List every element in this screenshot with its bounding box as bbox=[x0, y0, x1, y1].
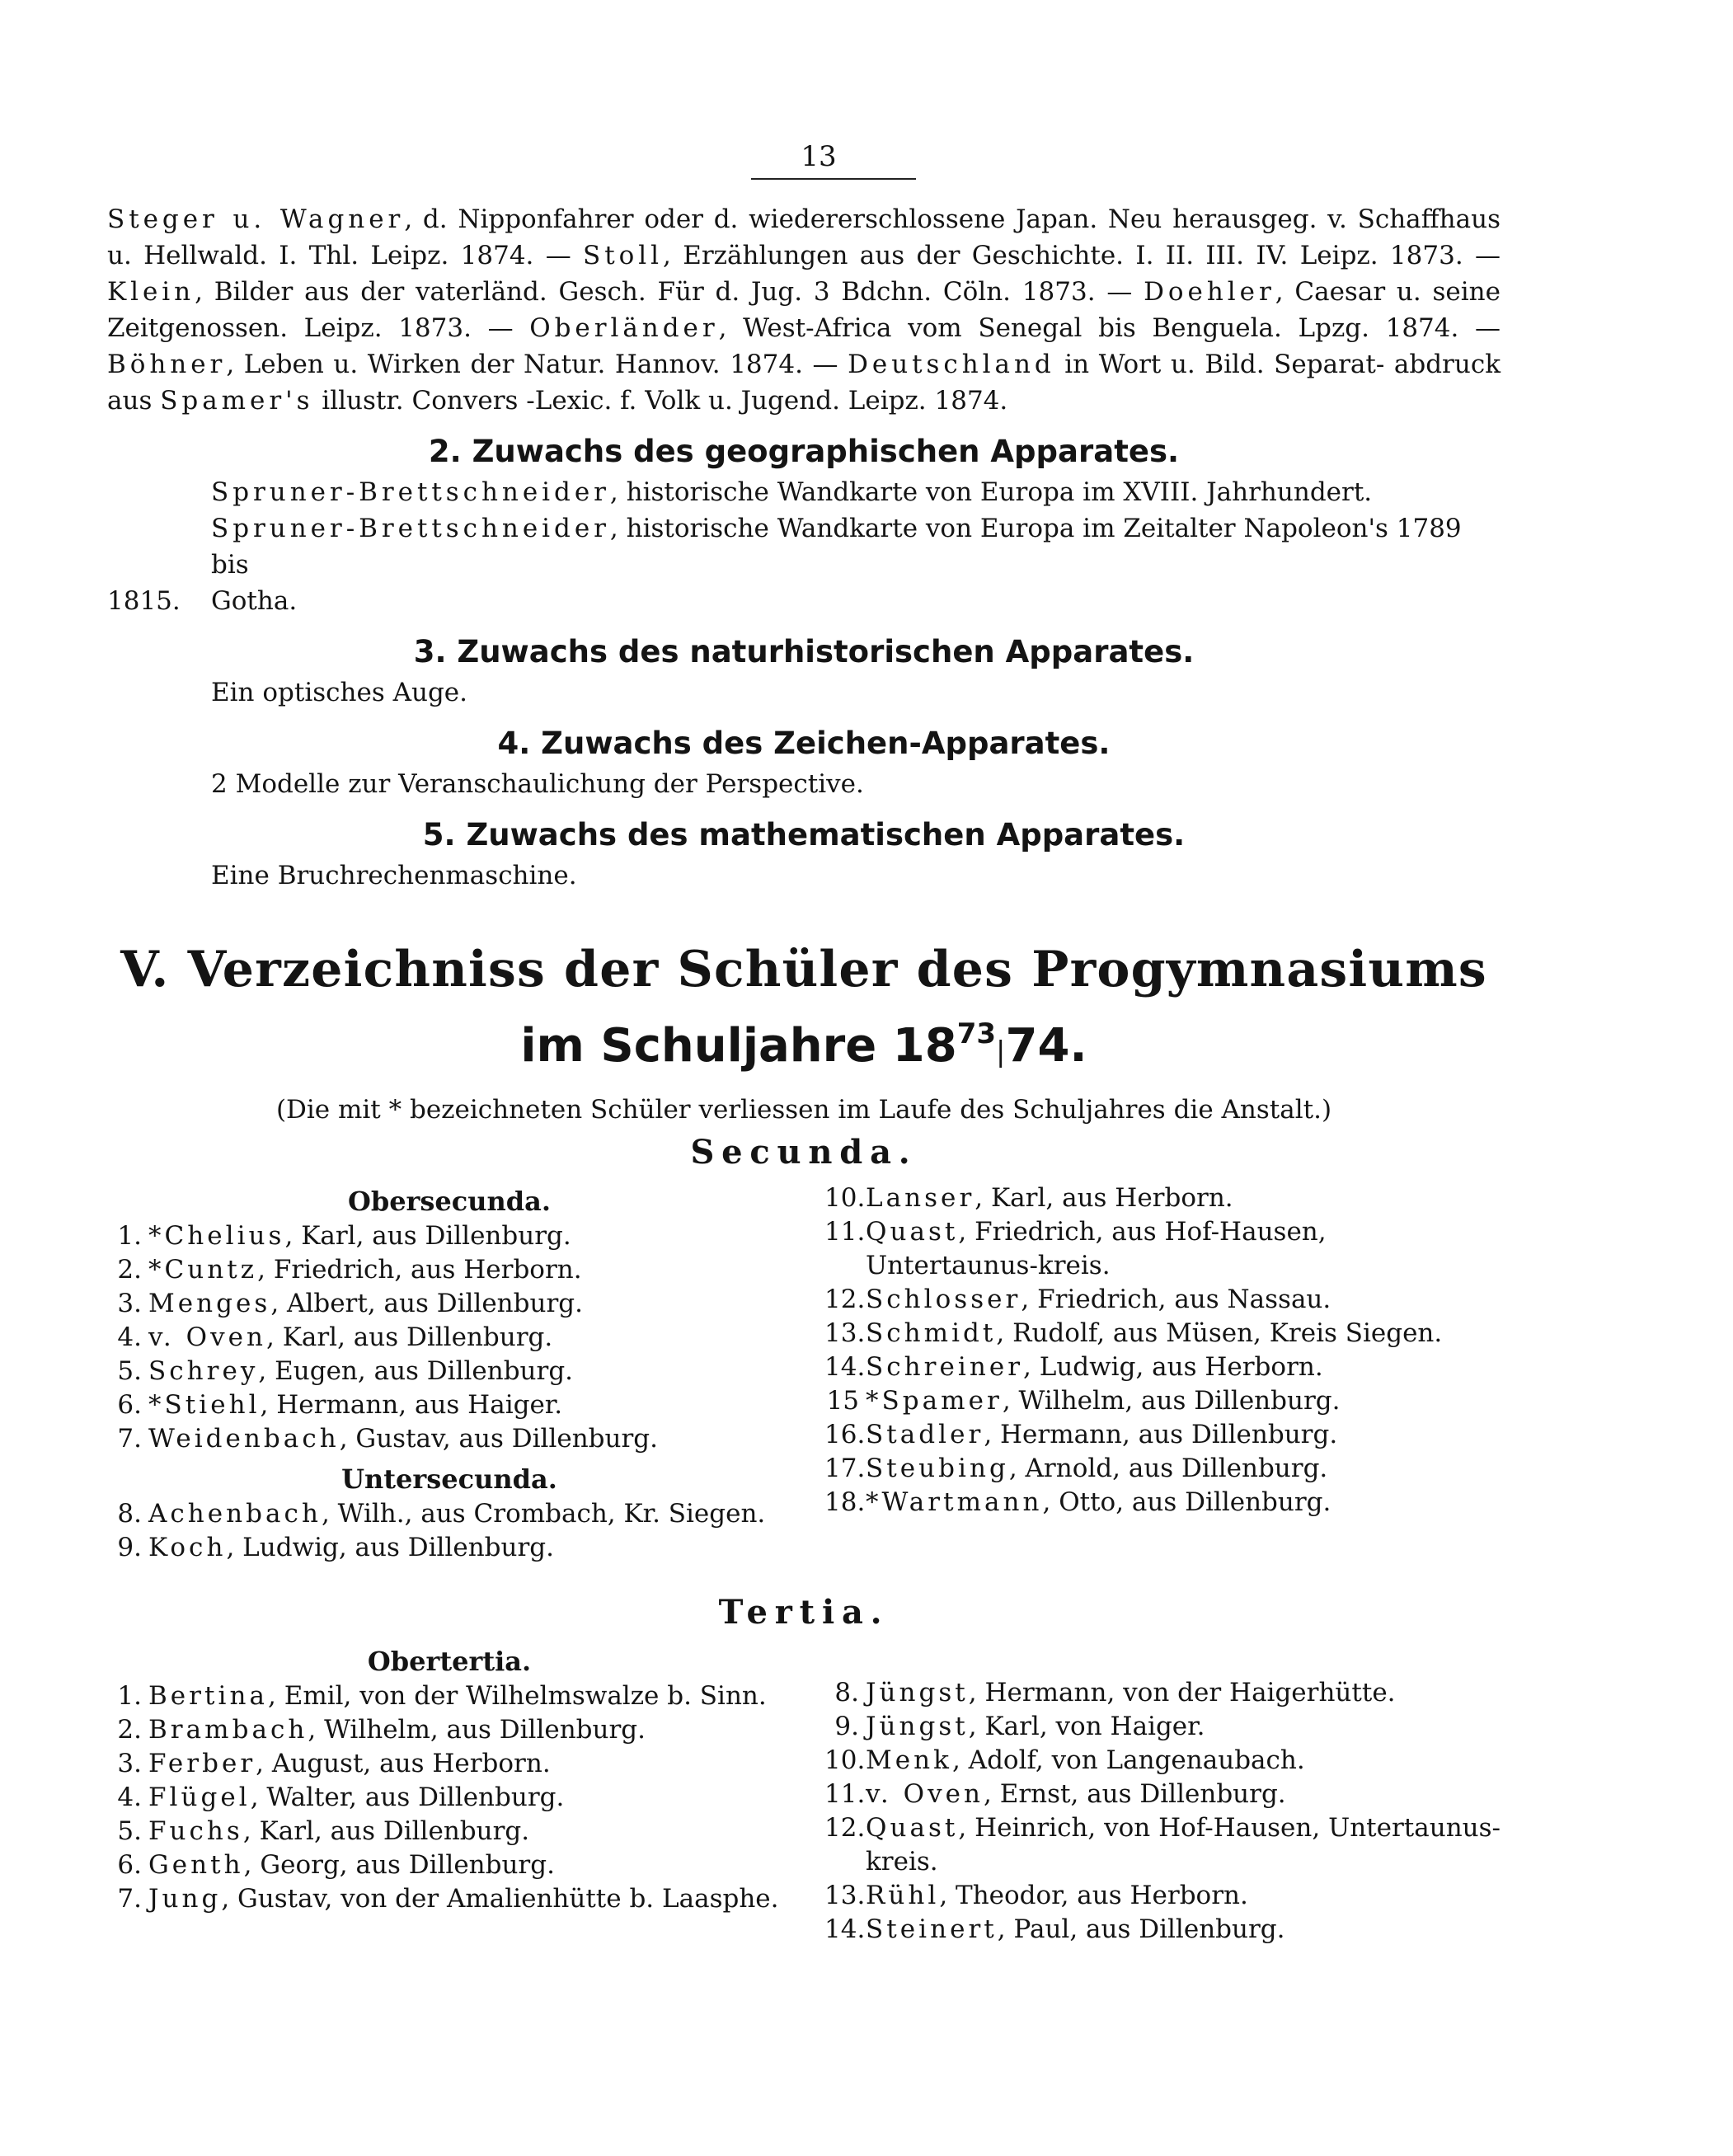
section-item bbox=[107, 674, 1501, 711]
page-number: 13 bbox=[801, 140, 837, 173]
student-entry bbox=[107, 1781, 791, 1815]
section-item-text: , historische Wandkarte von Europa im Zeitalter Napoleon's 1789 bis bbox=[211, 514, 1462, 580]
student-text bbox=[148, 1679, 791, 1713]
student-name: Schmidt bbox=[866, 1318, 997, 1348]
student-text bbox=[148, 1497, 791, 1531]
student-name: Menk bbox=[866, 1745, 952, 1775]
literature-text: , Bilder aus der vaterländ. Gesch. Für d. Jug. 3 Bdchn. Cöln. 1873. — bbox=[195, 277, 1144, 307]
section-item bbox=[107, 510, 1501, 583]
student-text bbox=[148, 1713, 791, 1747]
student-entry bbox=[824, 1811, 1501, 1879]
student-name: v. Oven bbox=[866, 1779, 984, 1809]
section-item-text: , historische Wandkarte von Europa im XVIII. Jahrhundert. bbox=[609, 477, 1373, 507]
student-details: , Paul, aus Dillenburg. bbox=[997, 1914, 1285, 1944]
student-number: 4. bbox=[117, 1322, 142, 1352]
student-number: 9. bbox=[834, 1712, 859, 1741]
section-item-author: Spruner-Brettschneider bbox=[211, 477, 610, 507]
student-name: Steinert bbox=[866, 1914, 998, 1944]
student-number: 5. bbox=[117, 1356, 142, 1386]
student-details: , Karl, aus Dillenburg. bbox=[284, 1221, 571, 1251]
student-number: 13. bbox=[824, 1881, 866, 1910]
student-details: , Heinrich, von Hof-Hausen, Untertaunus-kreis. bbox=[866, 1813, 1501, 1877]
student-text bbox=[148, 1388, 791, 1422]
student-details: , Gustav, aus Dillenburg. bbox=[339, 1424, 658, 1454]
literature-text: , West-Africa vom Senegal bis Benguela. Lpzg. 1874. bbox=[718, 313, 1459, 343]
student-details: , Hermann, aus Haiger. bbox=[260, 1390, 563, 1420]
section-item-text: Gotha. bbox=[211, 586, 298, 616]
page-number-rule bbox=[751, 178, 916, 180]
student-number: 13. bbox=[824, 1318, 866, 1348]
student-text bbox=[866, 1384, 1501, 1418]
student-details: , Karl, aus Dillenburg. bbox=[242, 1816, 530, 1846]
register-subtitle bbox=[107, 1001, 1501, 1085]
student-details: , Walter, aus Dillenburg. bbox=[250, 1783, 565, 1812]
register-note: (Die mit * bezeichneten Schüler verliessen im Laufe des Schuljahres die Anstalt.) bbox=[275, 1095, 1332, 1125]
student-number: 15 bbox=[826, 1386, 859, 1416]
student-name: Steubing bbox=[866, 1454, 1009, 1483]
tertia-title: Tertia. bbox=[718, 1593, 890, 1632]
student-number: 18. bbox=[824, 1487, 866, 1517]
student-name: Jüngst bbox=[866, 1678, 969, 1707]
literature-text: , Leben u. Wirken der Natur. Hannov. 1874. — bbox=[226, 350, 848, 379]
literature-text: — bbox=[1475, 313, 1501, 343]
student-name: Jung bbox=[148, 1884, 222, 1914]
section-item-body bbox=[211, 510, 1501, 583]
student-entry bbox=[824, 1452, 1501, 1486]
student-text bbox=[866, 1181, 1501, 1215]
student-text bbox=[866, 1283, 1501, 1317]
section-heading: 5. Zuwachs des mathematischen Apparates. bbox=[422, 817, 1186, 853]
student-number: 17. bbox=[824, 1454, 866, 1483]
literature-author: Klein bbox=[107, 277, 195, 307]
register-title: V. Verzeichniss der Schüler des Progymnasiums bbox=[120, 941, 1487, 998]
section-item bbox=[107, 857, 1501, 894]
student-entry bbox=[107, 1219, 791, 1253]
student-name: Fuchs bbox=[148, 1816, 243, 1846]
student-details: , Ludwig, aus Herborn. bbox=[1023, 1352, 1323, 1382]
student-text bbox=[866, 1913, 1501, 1947]
literature-text: illustr. Convers -Lexic. f. Volk u. Jugend. Leipz. 1874. bbox=[313, 386, 1008, 416]
student-entry bbox=[107, 1882, 791, 1916]
student-number: 4. bbox=[117, 1783, 142, 1812]
student-text bbox=[148, 1287, 791, 1321]
student-name: Lanser bbox=[866, 1183, 975, 1213]
subtitle-suffix: 74. bbox=[1005, 1019, 1087, 1073]
student-name: *Chelius bbox=[148, 1221, 285, 1251]
student-name: Bertina bbox=[148, 1681, 268, 1711]
student-number: 6. bbox=[117, 1390, 142, 1420]
student-number: 12. bbox=[824, 1813, 866, 1843]
student-name: Brambach bbox=[148, 1715, 308, 1745]
student-text bbox=[866, 1778, 1501, 1811]
student-entry bbox=[824, 1418, 1501, 1452]
literature-text: abdruck aus bbox=[107, 350, 1501, 416]
student-text bbox=[148, 1747, 791, 1781]
subtitle-sup: 73 bbox=[956, 1017, 997, 1050]
student-name: Weidenbach bbox=[148, 1424, 340, 1454]
student-entry bbox=[824, 1710, 1501, 1744]
student-number: 11. bbox=[824, 1217, 866, 1247]
student-details: , Friedrich, aus Nassau. bbox=[1021, 1285, 1331, 1314]
student-details: , Ernst, aus Dillenburg. bbox=[984, 1779, 1286, 1809]
student-details: , Theodor, aus Herborn. bbox=[939, 1881, 1248, 1910]
student-number: 7. bbox=[117, 1424, 142, 1454]
student-name: *Stiehl bbox=[148, 1390, 261, 1420]
student-name: Flügel bbox=[148, 1783, 251, 1812]
student-number: 12. bbox=[824, 1285, 866, 1314]
student-details: , Gustav, von der Amalienhütte b. Laasphe. bbox=[221, 1884, 779, 1914]
student-entry bbox=[107, 1713, 791, 1747]
student-name: Schreiner bbox=[866, 1352, 1024, 1382]
secunda-right-column bbox=[824, 1178, 1501, 1565]
student-text bbox=[148, 1321, 791, 1355]
literature-text: , Erzählungen aus der Geschichte. I. II. III. IV. Leipz. 1873. bbox=[663, 241, 1463, 270]
student-name: Ferber bbox=[148, 1749, 256, 1778]
section-item-body bbox=[211, 674, 467, 711]
student-details: , Wilhelm, aus Dillenburg. bbox=[1002, 1386, 1341, 1416]
student-number: 8. bbox=[117, 1499, 142, 1529]
section-item bbox=[107, 474, 1501, 510]
student-text bbox=[866, 1811, 1501, 1879]
student-details: , Karl, von Haiger. bbox=[968, 1712, 1205, 1741]
student-details: , Eugen, aus Dillenburg. bbox=[258, 1356, 574, 1386]
student-entry bbox=[107, 1355, 791, 1388]
student-text bbox=[866, 1486, 1501, 1520]
student-number: 10. bbox=[824, 1183, 866, 1213]
literature-author: Spamer's bbox=[160, 386, 314, 416]
student-text bbox=[148, 1848, 791, 1882]
student-entry bbox=[824, 1350, 1501, 1384]
literature-author: Doehler bbox=[1144, 277, 1275, 307]
student-number: 10. bbox=[824, 1745, 866, 1775]
section-heading: 2. Zuwachs des geographischen Apparates. bbox=[428, 434, 1180, 469]
student-name: Stadler bbox=[866, 1420, 984, 1449]
section-heading: 4. Zuwachs des Zeichen-Apparates. bbox=[497, 726, 1111, 761]
section-item-text: 2 Modelle zur Veranschaulichung der Perspective. bbox=[211, 769, 864, 799]
class-subhead: Untersecunda. bbox=[341, 1463, 557, 1495]
student-name: Achenbach bbox=[148, 1499, 322, 1529]
student-details: , Rudolf, aus Müsen, Kreis Siegen. bbox=[996, 1318, 1443, 1348]
student-name: Jüngst bbox=[866, 1712, 969, 1741]
student-number: 5. bbox=[117, 1816, 142, 1846]
student-entry bbox=[107, 1388, 791, 1422]
student-number: 2. bbox=[117, 1255, 142, 1285]
student-text bbox=[866, 1452, 1501, 1486]
student-entry bbox=[107, 1679, 791, 1713]
section-item-body bbox=[211, 857, 577, 894]
student-entry bbox=[107, 1531, 791, 1565]
literature-text: — bbox=[1475, 241, 1501, 270]
student-entry bbox=[107, 1497, 791, 1531]
student-name: *Wartmann bbox=[866, 1487, 1043, 1517]
tertia-right-column bbox=[824, 1638, 1501, 1947]
student-details: , Georg, aus Dillenburg. bbox=[243, 1850, 555, 1880]
student-name: Menges bbox=[148, 1289, 271, 1318]
student-details: , Albert, aus Dillenburg. bbox=[270, 1289, 583, 1318]
student-entry bbox=[824, 1879, 1501, 1913]
student-entry bbox=[824, 1744, 1501, 1778]
student-name: Schlosser bbox=[866, 1285, 1021, 1314]
literature-paragraph bbox=[107, 201, 1501, 419]
student-entry bbox=[824, 1384, 1501, 1418]
student-details: , Karl, aus Herborn. bbox=[975, 1183, 1233, 1213]
literature-author: Steger u. Wagner bbox=[107, 204, 405, 234]
section-item-lead: 1815. bbox=[107, 586, 181, 616]
student-name: Quast bbox=[866, 1217, 959, 1247]
student-name: Koch bbox=[148, 1533, 227, 1562]
student-name: Quast bbox=[866, 1813, 959, 1843]
student-entry bbox=[107, 1321, 791, 1355]
student-text bbox=[148, 1781, 791, 1815]
student-name: *Spamer bbox=[866, 1386, 1003, 1416]
student-entry bbox=[107, 1815, 791, 1848]
student-details: , Wilh., aus Crombach, Kr. Siegen. bbox=[321, 1499, 766, 1529]
student-entry bbox=[824, 1676, 1501, 1710]
secunda-left-column bbox=[107, 1178, 791, 1565]
student-entry bbox=[107, 1848, 791, 1882]
student-name: *Cuntz bbox=[148, 1255, 258, 1285]
student-text bbox=[148, 1882, 791, 1916]
student-details: , Adolf, von Langenaubach. bbox=[951, 1745, 1305, 1775]
student-details: , Emil, von der Wilhelmswalze b. Sinn. bbox=[267, 1681, 767, 1711]
student-text bbox=[866, 1676, 1501, 1710]
student-text bbox=[148, 1531, 791, 1565]
student-number: 3. bbox=[117, 1749, 142, 1778]
subtitle-slash: | bbox=[996, 1036, 1006, 1069]
student-details: , Hermann, aus Dillenburg. bbox=[984, 1420, 1338, 1449]
tertia-left-column bbox=[107, 1638, 791, 1947]
student-name: Rühl bbox=[866, 1881, 940, 1910]
literature-text: , Caesar u. bbox=[1275, 277, 1421, 307]
student-text bbox=[148, 1219, 791, 1253]
literature-text: , d. Nipponfahrer oder d. wiedererschlossene Japan. Neu herausgeg. v. Schaffhaus bbox=[404, 204, 1501, 234]
student-entry bbox=[824, 1283, 1501, 1317]
class-subhead: Obertertia. bbox=[367, 1646, 532, 1677]
literature-text: u. Hellwald. I. Thl. Leipz. 1874. — bbox=[107, 241, 584, 270]
student-entry bbox=[824, 1778, 1501, 1811]
secunda-title: Secunda. bbox=[690, 1133, 918, 1172]
class-subhead: Obersecunda. bbox=[347, 1186, 552, 1217]
literature-author: Deutschland bbox=[848, 350, 1055, 379]
student-number: 9. bbox=[117, 1533, 142, 1562]
student-number: 16. bbox=[824, 1420, 866, 1449]
student-name: Genth bbox=[148, 1850, 244, 1880]
student-number: 1. bbox=[117, 1221, 142, 1251]
student-number: 7. bbox=[117, 1884, 142, 1914]
student-details: , Hermann, von der Haigerhütte. bbox=[968, 1678, 1396, 1707]
student-number: 2. bbox=[117, 1715, 142, 1745]
student-details: , Arnold, aus Dillenburg. bbox=[1008, 1454, 1328, 1483]
student-entry bbox=[824, 1181, 1501, 1215]
student-details: , Friedrich, aus Hof-Hausen, Untertaunus-kreis. bbox=[866, 1217, 1327, 1280]
student-entry bbox=[824, 1913, 1501, 1947]
student-text bbox=[148, 1815, 791, 1848]
literature-author: Stoll bbox=[583, 241, 664, 270]
student-entry bbox=[107, 1253, 791, 1287]
literature-author: Oberländer bbox=[529, 313, 719, 343]
section-item bbox=[107, 766, 1501, 802]
section-item-author: Spruner-Brettschneider bbox=[211, 514, 610, 543]
student-entry bbox=[824, 1486, 1501, 1520]
student-details: , Wilhelm, aus Dillenburg. bbox=[308, 1715, 646, 1745]
student-text bbox=[866, 1350, 1501, 1384]
student-number: 1. bbox=[117, 1681, 142, 1711]
apparatus-sections bbox=[107, 434, 1501, 894]
student-text bbox=[866, 1879, 1501, 1913]
student-name: Schrey bbox=[148, 1356, 259, 1386]
section-heading: 3. Zuwachs des naturhistorischen Apparates. bbox=[413, 634, 1195, 669]
section-item-body bbox=[211, 474, 1372, 510]
section-item-body bbox=[211, 766, 864, 802]
student-text bbox=[866, 1418, 1501, 1452]
section-item-text: Eine Bruchrechenmaschine. bbox=[211, 861, 577, 890]
literature-author: Böhner bbox=[107, 350, 227, 379]
student-number: 3. bbox=[117, 1289, 142, 1318]
student-entry bbox=[824, 1317, 1501, 1350]
page-content bbox=[107, 140, 1501, 1947]
student-number: 6. bbox=[117, 1850, 142, 1880]
student-details: , August, aus Herborn. bbox=[256, 1749, 551, 1778]
tertia-columns bbox=[107, 1638, 1501, 1947]
student-text bbox=[866, 1317, 1501, 1350]
student-details: , Ludwig, aus Dillenburg. bbox=[226, 1533, 554, 1562]
student-details: , Otto, aus Dillenburg. bbox=[1042, 1487, 1331, 1517]
literature-text: in Wort u. Bild. Separat- bbox=[1054, 350, 1385, 379]
student-details: , Friedrich, aus Herborn. bbox=[257, 1255, 582, 1285]
student-text bbox=[866, 1215, 1501, 1283]
student-entry bbox=[107, 1747, 791, 1781]
section-item bbox=[107, 583, 1501, 619]
student-text bbox=[866, 1710, 1501, 1744]
student-text bbox=[148, 1253, 791, 1287]
literature-text: seine Zeitgenossen. Leipz. 1873. — bbox=[107, 277, 1501, 343]
subtitle-prefix: im Schuljahre 18 bbox=[520, 1019, 957, 1073]
student-name: v. Oven bbox=[148, 1322, 266, 1352]
student-number: 11. bbox=[824, 1779, 866, 1809]
student-number: 14. bbox=[824, 1914, 866, 1944]
student-number: 8. bbox=[834, 1678, 859, 1707]
student-entry bbox=[824, 1215, 1501, 1283]
student-text bbox=[148, 1355, 791, 1388]
section-item-body bbox=[211, 583, 297, 619]
student-text bbox=[866, 1744, 1501, 1778]
student-text bbox=[148, 1422, 791, 1456]
section-item-text: Ein optisches Auge. bbox=[211, 678, 467, 707]
student-details: , Karl, aus Dillenburg. bbox=[266, 1322, 553, 1352]
student-entry bbox=[107, 1422, 791, 1456]
student-number: 14. bbox=[824, 1352, 866, 1382]
student-entry bbox=[107, 1287, 791, 1321]
secunda-columns bbox=[107, 1178, 1501, 1565]
